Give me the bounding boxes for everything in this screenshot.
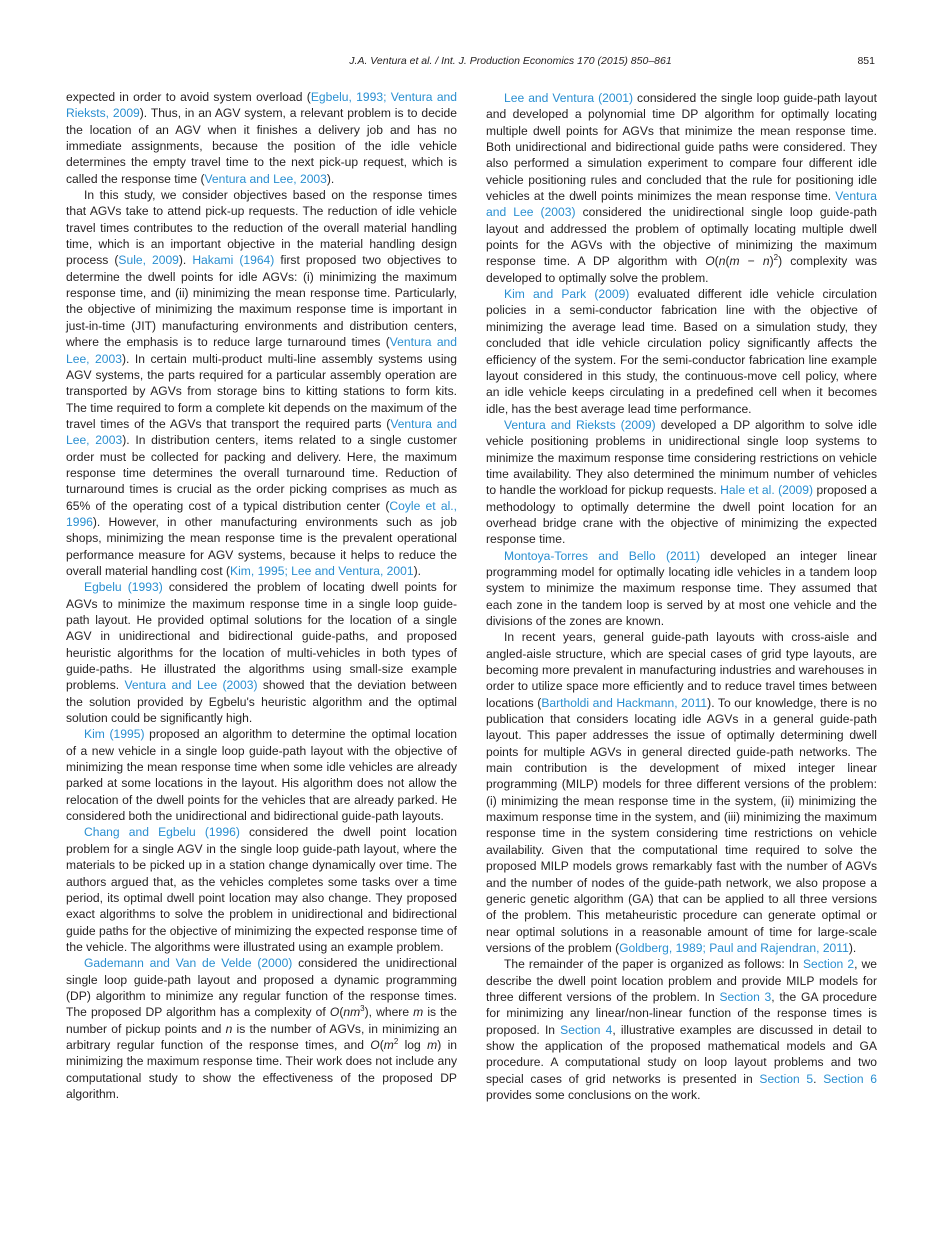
paragraph (66, 579, 457, 726)
paragraph (66, 726, 457, 824)
body-text: considered the unidirectional single loop guide-path layout and addressed the problem of optimally locating multiple dwell points for the AGVs with the objective of minimizing the maximum response time. A DP algorithm with (486, 205, 877, 269)
body-text: evaluated different idle vehicle circulation policies in a semi-conductor fabrication line with the objective of minimizing the average lead time. Based on a simulation study, they concluded that idle vehicle circulation policy significantly affects the efficiency of the system. For the semi-conductor fabrication line example layout considered in this study, the continuous-move cell policy, where an idle vehicle keeps circulating in a predefined cell when it becomes idle, has the best average lead time performance. (486, 287, 877, 416)
math-symbol: O (370, 1037, 380, 1052)
body-text: The remainder of the paper is organized as follows: In (504, 957, 803, 972)
citation-link[interactable]: Section 4 (560, 1022, 613, 1037)
citation-link[interactable]: Hale et al. (2009) (720, 483, 814, 498)
citation-link[interactable]: Gademann and Van de Velde (2000) (84, 956, 293, 971)
body-text: ), where (364, 1005, 414, 1020)
citation-link[interactable]: Ventura and Lee (2003) (486, 189, 877, 220)
right-column (486, 90, 877, 1103)
body-text: ). In certain multi-product multi-line assembly systems using AGV systems, the parts required for a particular assembly operation are transported by AGVs from storage bins to kitting stations to form kits. The time required to form a complete kit depends on the maximum of the travel times of the AGVs that transport the required parts ( (66, 351, 457, 431)
citation-link[interactable]: Section 2 (802, 957, 855, 972)
math-symbol: n (762, 254, 770, 269)
body-text: ( (714, 254, 719, 269)
body-text: complexity was developed to optimally solve the problem. (486, 254, 877, 285)
citation-link[interactable]: Egbelu (1993) (84, 580, 163, 595)
body-text: . (813, 1071, 824, 1086)
citation-link[interactable]: Kim and Park (2009) (504, 287, 630, 302)
body-text: ). In distribution centers, items related to a single customer order must be collected for packing and delivery. Here, the maximum response time determines the overall turnaround time. Reduction of turnaround times is crucial as the order picking comprises as much as 65% of the operating cost of a typical distribution center ( (66, 433, 457, 513)
running-title: J.A. Ventura et al. / Int. J. Production Economics 170 (2015) 850–861 (349, 55, 672, 67)
citation-link[interactable]: Coyle et al., 1996 (66, 498, 458, 529)
body-text: ( (379, 1037, 384, 1052)
body-text: ( (339, 1005, 344, 1020)
body-text: expected in order to avoid system overload ( (66, 90, 311, 104)
body-text: considered the problem of locating dwell points for AGVs to minimize the maximum response time in a single loop guide-path layout. He provided optimal solutions for the location of a single AGV in unidirectional and bidirectional guide-paths, and proposed heuristic algorithms for the location of multi-vehicles in both types of guide-paths. He illustrated the algorithms using small-size example problems. (66, 580, 457, 693)
body-text: considered the dwell point location problem for a single AGV in the single loop guide-path layout, where the materials to be picked up in a station change dynamically over time. The authors argued that, as the vehicles completes some tasks over a time period, its optimal dwell point location may also change. They proposed exact algorithms to solve the problem in unidirectional and bidirectional guide paths for the objective of minimizing the expected response time of the vehicle. The algorithms were illustrated using an example problem. (66, 825, 458, 954)
body-text: ). However, in other manufacturing environments such as job shops, minimizing the mean response time is the prevalent operational performance measure for AGV systems, because it helps to reduce the overall material handling cost ( (66, 514, 457, 578)
paragraph (66, 824, 457, 955)
paragraph (486, 548, 877, 630)
body-text: log (398, 1037, 428, 1052)
body-text: ). Thus, in an AGV system, a relevant problem is to decide the location of an AGV when it finishes a delivery job and has no immediate assignments, because the position of the idle vehicle determines the empty travel time to the next pick-up request, which is called the response time ( (66, 106, 457, 186)
body-text: ) (778, 254, 783, 269)
citation-link[interactable]: Hakami (1964) (192, 253, 275, 268)
paragraph (66, 89, 457, 187)
math-symbol: O (705, 254, 715, 269)
citation-link[interactable]: Ventura and Lee, 2003 (204, 171, 327, 186)
citation-link[interactable]: Kim, 1995; Lee and Ventura, 2001 (230, 563, 414, 578)
math-symbol: m (413, 1005, 424, 1020)
math-symbol: n (718, 254, 726, 269)
body-text: In recent years, general guide-path layouts with cross-aisle and angled-aisle structure, which are special cases of grid type layouts, are becoming more prevalent in manufacturing industries and warehouses in order to utilize space more efficiently and to reduce travel times between locations ( (486, 630, 877, 710)
citation-link[interactable]: Kim (1995) (84, 727, 145, 742)
paragraph (486, 417, 877, 548)
body-text: , illustrative examples are discussed in detail to show the application of the proposed mathematical models and GA procedure. A computational study on loop layout problems and two special cases of grid networks is presented in (486, 1022, 877, 1086)
citation-link[interactable]: Ventura and Lee, 2003 (66, 416, 457, 448)
math-symbol: O (329, 1005, 340, 1020)
math-symbol: m (383, 1037, 394, 1052)
body-text: showed that the deviation between the solution provided by Egbelu's heuristic algorithm and the optimal solution could be significantly high. (66, 678, 457, 726)
math-symbol: nm (343, 1005, 361, 1020)
math-symbol: m (427, 1037, 438, 1052)
citation-link[interactable]: Section 6 (823, 1071, 877, 1086)
superscript: 2 (773, 253, 779, 263)
body-text: provides some conclusions on the work. (486, 1087, 701, 1102)
superscript: 2 (393, 1036, 399, 1046)
body-text: ). (178, 253, 193, 268)
body-text: In this study, we consider objectives based on the response times that AGVs take to attend pick-up requests. The reduction of idle vehicle travel times contributes to the reduction of the overall material handling time, which is an important objective in the material handling design process ( (66, 188, 457, 268)
body-text: ). (848, 940, 857, 955)
body-text: is the number of pickup points and (66, 1005, 457, 1036)
body-text: , we describe the dwell point location problem and provide MILP models for three different versions of the problem. In (486, 957, 877, 1004)
body-text: first proposed two objectives to determine the dwell points for idle AGVs: (i) minimizing the maximum response time, and (ii) minimizing the mean response time. Particularly, the objective of minimizing the maximum response time is important in just-in-time (JIT) manufacturing environments and distribution centers, where the emphasis is to reduce large turnaround times ( (66, 253, 458, 350)
citation-link[interactable]: Montoya-Torres and Bello (2011) (504, 548, 701, 563)
paragraph (486, 629, 877, 956)
citation-link[interactable]: Ventura and Lee (2003) (124, 678, 258, 693)
citation-link[interactable]: Ventura and Lee, 2003 (66, 335, 457, 366)
citation-link[interactable]: Section 3 (719, 989, 772, 1004)
math-symbol: n (225, 1021, 233, 1036)
body-text: considered the single loop guide-path layout and developed a polynomial time DP algorithm for optimally locating multiple dwell points for AGVs that minimize the mean response time. Both unidirectional and bidirectional guide paths were considered. They also performed a simulation experiment to compare four different idle vehicle positioning rules and concluded that the rule for positioning idle vehicles at the dwell points minimizes the mean response time. (486, 91, 877, 204)
citation-link[interactable]: Bartholdi and Hackmann, 2011 (541, 695, 708, 710)
paragraph (66, 187, 457, 579)
body-text: ) (769, 254, 774, 269)
paragraph (486, 956, 877, 1103)
citation-link[interactable]: Egbelu, 1993; Ventura and Rieksts, 2009 (66, 90, 457, 121)
paragraph (486, 90, 877, 286)
body-text: developed an integer linear programming model for optimally locating idle vehicles in a tandem loop system to minimize the maximum response time. They assumed that each zone in the tandem loop is served by at most one vehicle and the divisions of the zones are known. (486, 548, 877, 628)
body-text: ). (413, 563, 421, 578)
body-text: , the GA procedure for minimizing any linear/non-linear function of the response times is proposed. In (486, 989, 877, 1037)
paragraph (486, 286, 877, 417)
body-text: is the number of AGVs, in minimizing an arbitrary regular function of the response times, and (66, 1021, 457, 1052)
superscript: 3 (360, 1004, 365, 1014)
body-text: developed a DP algorithm to solve idle vehicle positioning problems in unidirectional single loop systems to minimize the maximum response time considering restrictions on vehicle time availability. They also determined the minimum number of vehicles to handle the workload for pickup requests. (486, 417, 878, 498)
citation-link[interactable]: Section 5 (759, 1071, 814, 1086)
body-text: proposed an algorithm to determine the optimal location of a new vehicle in a single loop guide-path layout with the objective of minimizing the mean response time when some idle vehicles are already parked at some locations in the layout. His algorithm does not allow the relocation of the dwell points for the vehicles that are already parked. He considered both the unidirectional and bidirectional guide-path layouts. (66, 727, 457, 824)
citation-link[interactable]: Goldberg, 1989; Paul and Rajendran, 2011 (619, 940, 849, 955)
running-header (66, 55, 875, 71)
body-text: considered the unidirectional single loop guide-path layout and proposed a dynamic programming (DP) algorithm to minimize any regular function of the response times. The proposed DP algorithm has a complexity of (66, 956, 457, 1020)
paragraph (66, 955, 457, 1102)
body-text: − (739, 254, 763, 269)
body-text: ( (725, 254, 730, 269)
citation-link[interactable]: Lee and Ventura (2001) (504, 91, 634, 105)
citation-link[interactable]: Ventura and Rieksts (2009) (504, 417, 656, 432)
body-text: ). To our knowledge, there is no publication that considers locating idle AGVs in a general guide-path layout. This paper addresses the issue of optimally determining dwell points for multiple AGVs in general directed guide-path networks. The main contribution is the development of mixed integer linear programming (MILP) models for three different versions of the problem: (i) minimizing the mean response time in the system, (ii) minimizing the maximum response time in the system, and (iii) minimizing the maximum response time in the system considering time restrictions on vehicle availability. Given that the computational time required to solve the proposed MILP models grows remarkably fast with the number of AGVs and the number of nodes of the guide-path network, we also propose a generic genetic algorithm (GA) that can be applied to all three versions of the problem. This metaheuristic procedure can generate optimal or near optimal solutions in a reasonable amount of time for large-scale versions of the problem ( (486, 695, 877, 955)
body-text: proposed a methodology to optimally determine the dwell point location for an overhead bridge crane with the objective of minimizing the expected response time. (486, 483, 877, 547)
citation-link[interactable]: Chang and Egbelu (1996) (84, 825, 240, 840)
math-symbol: m (729, 254, 740, 269)
body-text: ). (326, 171, 335, 186)
citation-link[interactable]: Sule, 2009 (118, 253, 179, 268)
body-text: ) in minimizing the maximum response time. Their work does not include any computational study to show the effectiveness of the proposed DP algorithm. (66, 1037, 457, 1101)
page-number: 851 (857, 55, 875, 67)
left-column (66, 89, 457, 1102)
